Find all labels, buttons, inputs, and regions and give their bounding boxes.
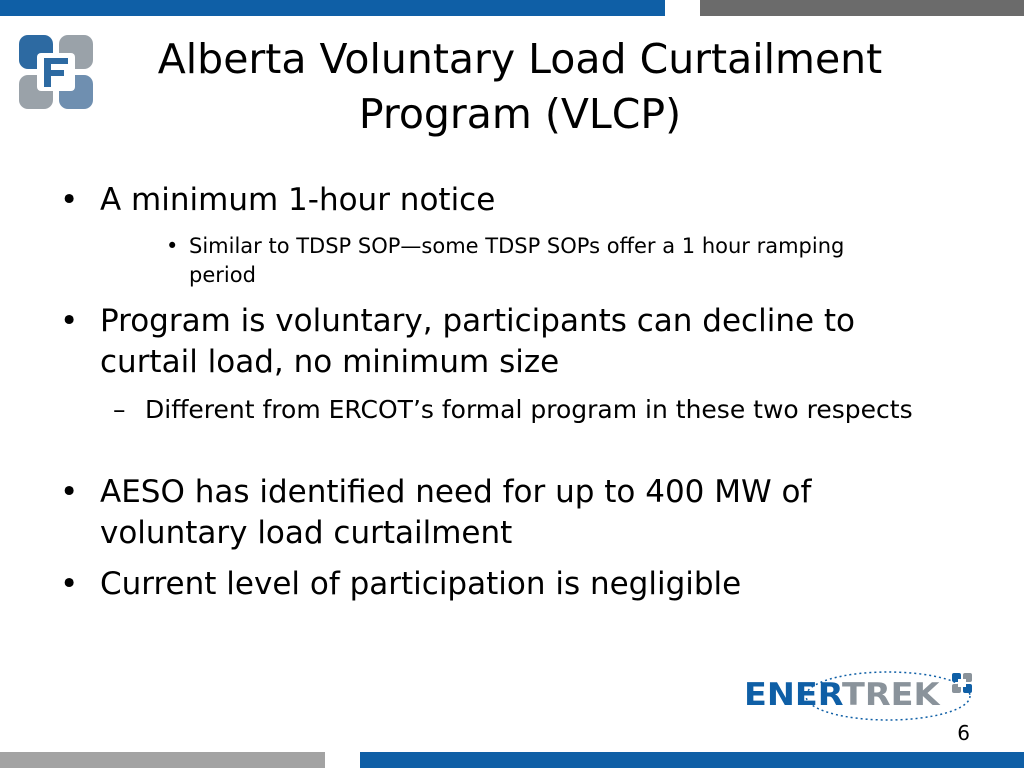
bullet-text: Different from ERCOT’s formal program in these two respects <box>145 395 913 424</box>
slide-title <box>100 32 940 142</box>
bullet-text: Similar to TDSP SOP—some TDSP SOPs offer a 1 hour ramping period <box>189 234 845 287</box>
bullet-text: AESO has identified need for up to 400 MW of voluntary load curtailment <box>100 474 812 551</box>
bullet-text: A minimum 1-hour notice <box>100 182 496 218</box>
bullet-item <box>60 301 960 383</box>
f-logo-icon <box>17 33 95 111</box>
f-logo-graphic <box>17 33 95 111</box>
slide-title-line: Program (VLCP) <box>358 90 682 138</box>
sub-bullet-item <box>113 393 953 427</box>
bullet-text: Current level of participation is negligible <box>100 566 742 602</box>
logo-wordmark <box>744 678 939 712</box>
bullet-text: Program is voluntary, participants can decline to curtail load, no minimum size <box>100 303 856 380</box>
sub-bullet-item <box>166 232 886 290</box>
bullet-marker: • <box>166 234 179 258</box>
logo-wordmark-ener: ENER <box>744 677 843 713</box>
top-accent-bar-blue <box>0 0 665 16</box>
bottom-accent-bar-blue <box>360 752 1024 768</box>
dash-marker: – <box>113 395 126 424</box>
cross-square-icon <box>952 673 972 693</box>
bottom-accent-bar-gray <box>0 752 325 768</box>
bullet-item <box>60 180 960 221</box>
bullet-marker: • <box>60 303 79 339</box>
top-accent-bar-gray <box>700 0 1024 16</box>
bullet-item <box>60 564 960 605</box>
logo-wordmark-trek: TREK <box>842 677 940 713</box>
enertrek-logo <box>738 664 976 724</box>
bullet-marker: • <box>60 474 79 510</box>
slide-title-line: Alberta Voluntary Load Curtailment <box>157 35 883 83</box>
bullet-marker: • <box>60 182 79 218</box>
slide-number: 6 <box>957 721 970 745</box>
bullet-marker: • <box>60 566 79 602</box>
bullet-item <box>60 472 960 554</box>
